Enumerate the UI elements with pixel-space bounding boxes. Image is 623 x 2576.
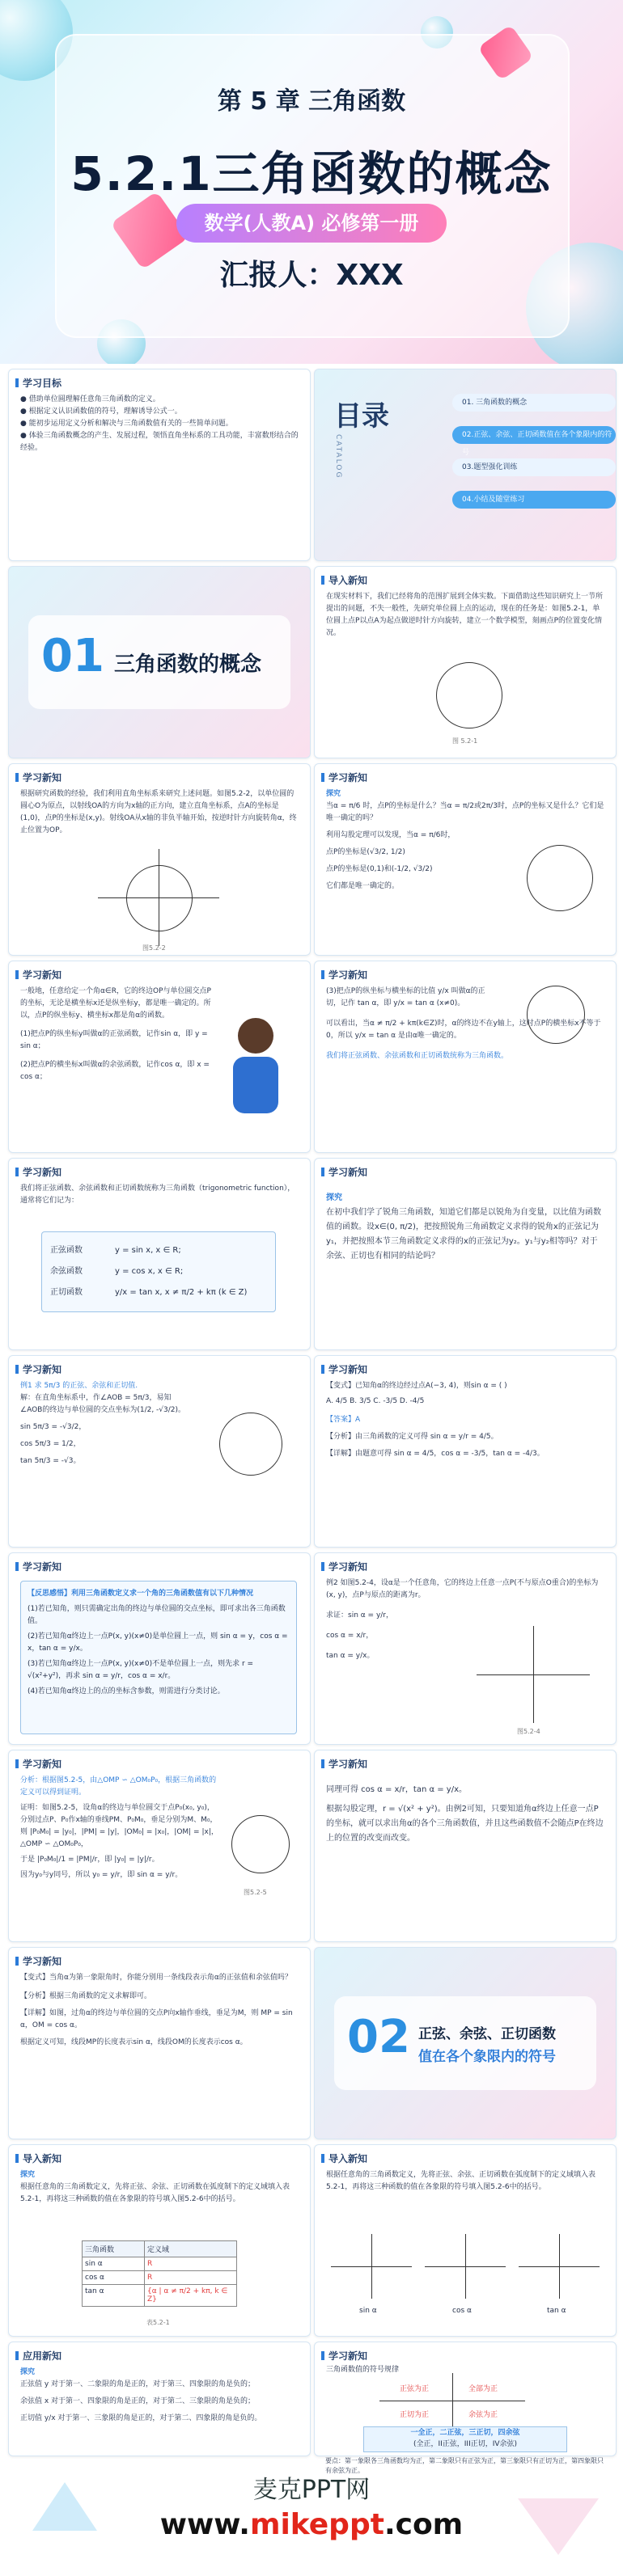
table-row [83, 2257, 236, 2271]
analysis-line: 【分析】由三角函数的定义可得 sin α = y/r = 4/5。 [326, 1433, 498, 1441]
body-line: 根据勾股定理，r = √(x² + y²)。由例2可知，只要知道角α终边上任意一点P的坐标，就可以求出角α的各个三角函数值，并且这些函数值不会随点P在终边上的位置的改变而改变。 [326, 1805, 604, 1843]
slide-function-summary [8, 1158, 311, 1350]
section-number: 01 [41, 630, 104, 682]
formula-row [50, 1282, 267, 1303]
definition-item: 可以看出，当α ≠ π/2 + kπ(k∈Z)时，α的终边不在y轴上，这时点P的横坐标x不等于0，所以 y/x = tan α 是由α唯一确定的。 [326, 1020, 601, 1040]
slide-header: 学习新知 [15, 968, 61, 982]
body-text: 根据任意角的三角函数定义，先将正弦、余弦、正切函数在弧度制下的定义域填入表5.2-1，再将这三种函数的值在各象限的符号填入图5.2-6中的括号。 [20, 2183, 290, 2203]
explore-label: 探究 [20, 2368, 36, 2376]
section-title: 三角函数的概念 [114, 652, 262, 677]
page-title: 5.2.1三角函数的概念 [70, 146, 553, 201]
slide-reflection [8, 1552, 311, 1745]
section-title: 正弦、余弦、正切函数 [418, 2026, 556, 2042]
list-item: ● 借助单位圆理解任意角三角函数的定义。 [20, 395, 160, 403]
slide-learning-goals [8, 369, 311, 561]
figure-caption: 图 5.2-1 [452, 737, 478, 745]
reflection-title: 【反思感悟】利用三角函数定义求一个角的三角函数值有以下几种情况 [28, 1590, 254, 1598]
subtitle-badge: 数学(人教A) 必修第一册 [176, 204, 447, 243]
example-title: 例1 求 5π/3 的正弦、余弦和正切值. [20, 1382, 138, 1390]
slide-definition-2 [314, 961, 617, 1153]
unit-circle-diagram [231, 1815, 290, 1873]
slide-variant-2 [8, 1947, 311, 2139]
slide-header: 学习新知 [15, 1560, 61, 1573]
variant-content [20, 1972, 299, 2049]
footer-url [0, 2508, 623, 2541]
body-text: 在初中我们学了锐角三角函数，知道它们都是以锐角为自变量，以比值为函数值的函数。设x∈(0, π/2)，把按照锐角三角函数定义求得的锐角x的正弦记为y₁，并把按照本节三角函数定义求得的x的正弦记为y₂。y₁与y₂相等吗？对于余弦、正切也有相同的结论吗？ [326, 1208, 601, 1261]
quadrant-label: 正弦为正 [400, 2385, 430, 2393]
diagram-label: cos α [452, 2307, 472, 2315]
y-axis [452, 2373, 453, 2426]
slide-table-of-contents [314, 369, 617, 561]
intro-content [20, 2169, 299, 2206]
footer-url-suffix: .com [384, 2508, 464, 2541]
table-cell: cos α [83, 2271, 145, 2284]
list-item: (2)若已知角α终边上一点P(x, y)(x≠0)是单位圆上一点，则 sin α = y，cos α = x，tan α = y/x。 [28, 1632, 288, 1653]
function-formula: y/x = tan x, x ≠ π/2 + kπ (k ∈ Z) [115, 1288, 248, 1297]
slide-apply [8, 2342, 311, 2456]
figure-caption: 图5.2-4 [517, 1728, 540, 1735]
slide-header: 导入新知 [321, 2152, 367, 2165]
unit-circle-diagram [219, 1413, 282, 1476]
solution-line: 根据定义可知，线段MP的长度表示sin α，线段OM的长度表示cos α。 [20, 2038, 248, 2046]
body-line: 点P的坐标是(0,1)和(-1/2, √3/2) [326, 865, 433, 873]
section-title: 值在各个象限内的符号 [418, 2049, 556, 2065]
student-illustration [227, 1018, 284, 1123]
example-content [326, 1577, 604, 1662]
y-axis [465, 2234, 466, 2299]
list-item: ● 根据定义认识函数值的符号，理解诱导公式一。 [20, 408, 182, 416]
slide-header: 学习新知 [15, 1954, 61, 1968]
table-cell: R [147, 2260, 153, 2268]
body-line: 【变式】已知角α的终边经过点A(−3, 4)，则sin α = ( ) [326, 1382, 507, 1390]
slide-header: 学习新知 [15, 1165, 61, 1179]
slide-section-01 [8, 566, 311, 758]
explore-label: 探究 [326, 1193, 342, 1202]
body-line: cos α = x/r， [326, 1632, 374, 1640]
toc-item[interactable]: 03.题型强化训练 [452, 458, 616, 476]
rule-title: 三角函数值的符号规律 [326, 2366, 400, 2374]
slide-intro [314, 566, 617, 758]
variant-content [326, 1380, 604, 1460]
table-cell: tan α [83, 2285, 145, 2306]
analysis-line: 分析：根据图5.2-5，由△OMP ∽ △OM₀P₀，根据三角函数的定义可以得到证明。 [20, 1776, 217, 1797]
slide-intro-2 [8, 2144, 311, 2337]
body-content [326, 1783, 604, 1846]
body-line: 同理可得 cos α = x/r，tan α = y/x。 [326, 1785, 468, 1794]
body-text: 根据研究函数的经验，我们利用直角坐标系来研究上述问题。如图5.2-2，以单位圆的圆心O为原点，以射线OA的方向为x轴的正方向，建立直角坐标系，点A的坐标是(1,0)，点P的坐标是(x,y)。射线OA从x轴的非负半轴开始，按逆时针方向旋转角α，终止位置为OP。 [20, 790, 297, 834]
slide-explore-1 [314, 763, 617, 956]
body-line: 解：在直角坐标系中，作∠AOB = 5π/3，易知∠AOB的终边与单位圆的交点坐标为(1/2, -√3/2)。 [20, 1394, 186, 1414]
slide-header: 学习新知 [15, 1362, 61, 1376]
explore-label: 探究 [20, 2171, 36, 2179]
formula-row [50, 1240, 267, 1261]
body-text: 在现实材料下，我们已经将角的范围扩展到全体实数。下面借助这些知识研究上一节所提出的问题，不失一般性，先研究单位圆上点的运动，现在的任务是：如图5.2-1，单位圆上点P以点A为起点做逆时针方向旋转，建立一个数学模型，刻画点P的位置变化情况。 [326, 593, 604, 637]
answer-line: 【答案】A [326, 1416, 361, 1424]
slide-header: 学习新知 [15, 1757, 61, 1771]
unit-circle-diagram [436, 662, 502, 728]
slide-header: 学习新知 [321, 771, 367, 784]
body-line: 正切值 y/x 对于第一、三象限的角是正的，对于第二、四象限的角是负的。 [20, 2414, 262, 2422]
toc-subtitle: CATALOG [334, 434, 342, 479]
body-line: 正弦值 y 对于第一、二象限的角是正的，对于第三、四象限的角是负的； [20, 2380, 256, 2388]
definition-item: 我们将正弦函数、余弦函数和正切函数统称为三角函数。 [326, 1052, 509, 1060]
slide-header: 导入新知 [321, 573, 367, 587]
reflection-box [20, 1581, 297, 1734]
body-line: tan α = y/x。 [326, 1652, 375, 1660]
toc-title: 目录 [334, 400, 389, 433]
analysis-line: 【分析】根据三角函数的定义求解即可。 [20, 1992, 152, 2000]
slide-section-02 [314, 1947, 617, 2139]
figure-caption: 图5.2-5 [244, 1889, 267, 1896]
mnemonic-text: (全正，II正弦，III正切，IV余弦) [413, 2440, 518, 2448]
proof-content [20, 1775, 221, 1881]
slide-proof [8, 1750, 311, 1942]
unit-circle-diagram [527, 845, 593, 911]
toc-item[interactable]: 01. 三角函数的概念 [452, 394, 616, 412]
slide-explore-2 [314, 1158, 617, 1350]
slide-learn-2 [314, 1750, 617, 1942]
apply-content [20, 2367, 299, 2425]
chapter-title: 第 5 章 三角函数 [217, 87, 406, 116]
slide-example-1 [8, 1355, 311, 1548]
slide-header: 学习新知 [321, 1560, 367, 1573]
slide-header: 学习新知 [321, 968, 367, 982]
slide-header: 学习目标 [15, 376, 61, 390]
function-name: 余弦函数 [50, 1267, 83, 1276]
slide-learn-1 [8, 763, 311, 956]
body-line: 点P的坐标是(√3/2, 1/2) [326, 848, 405, 856]
quadrant-label: 全部为正 [468, 2385, 498, 2393]
answer-options: A. 4/5 B. 3/5 C. -3/5 D. -4/5 [326, 1397, 425, 1405]
function-formula: y = cos x, x ∈ R; [115, 1267, 184, 1276]
body-line: 例2 如图5.2-4，设α是一个任意角，它的终边上任意一点P(不与原点O重合)的坐标为(x, y)，点P与原点的距离为r。 [326, 1579, 599, 1599]
sign-rule-note: 要点：第一象限各三角函数均为正，第二象限只有正弦为正，第三象限只有正切为正，第四象限只有余弦为正。 [325, 2457, 604, 2474]
slide-header: 学习新知 [321, 1362, 367, 1376]
slide-example-2 [314, 1552, 617, 1745]
table-header: 三角函数 [83, 2241, 145, 2257]
domain-table [82, 2240, 237, 2307]
solution-line: 【详解】由题意可得 sin α = 4/5，cos α = -3/5，tan α = -4/3。 [326, 1450, 545, 1458]
y-axis [371, 2234, 372, 2299]
function-name: 正切函数 [50, 1288, 83, 1297]
figure-caption: 图5.2-2 [142, 944, 166, 952]
slide-header: 应用新知 [15, 2349, 61, 2363]
table-row [83, 2271, 236, 2285]
y-axis [533, 1626, 534, 1723]
definition-item: (2)把点P的横坐标x叫做α的余弦函数，记作cos α，即 x = cos α； [20, 1061, 210, 1081]
solution-line: 【详解】如图，过角α的终边与单位圆的交点P向x轴作垂线，垂足为M，则 MP = sin α，OM = cos α。 [20, 2009, 293, 2029]
body-line: 它们都是唯一确定的。 [326, 882, 400, 890]
explore-content [326, 1191, 604, 1264]
section-number: 02 [347, 2011, 410, 2063]
explore-label: 探究 [326, 790, 341, 798]
body-line: 当α = π/6 时，点P的坐标是什么？当α = π/2或2π/3时，点P的坐标又是什么？它们是唯一确定的吗？ [326, 802, 604, 822]
definition-item: (3)把点P的纵坐标与横坐标的比值 y/x 叫做α的正切，记作 tan α，即 y/x = tan α (x≠0)。 [326, 987, 485, 1007]
slide-definition-1 [8, 961, 311, 1153]
table-cell: sin α [83, 2257, 145, 2270]
definition-item: (1)把点P的纵坐标y叫做α的正弦函数，记作sin α，即 y = sin α； [20, 1030, 208, 1050]
footer-brand: 麦克PPT网 [252, 2476, 371, 2504]
definition-content [20, 986, 213, 1083]
diagram-label: sin α [359, 2307, 377, 2315]
quadrant-label: 正切为正 [400, 2411, 430, 2419]
slide-header: 学习新知 [321, 1165, 367, 1179]
body-text: 一般地，任意给定一个角α∈R，它的终边OP与单位圆交点P的坐标，无论是横坐标x还是纵坐标y，都是唯一确定的。所以，点P的纵坐标y、横坐标x都是角α的函数。 [20, 987, 211, 1020]
body-text: 根据任意角的三角函数定义，先将正弦、余弦、正切函数在弧度制下的定义域填入表5.2-1，再将这三种函数的值在各象限的符号填入图5.2-6中的括号。 [326, 2171, 596, 2191]
table-cell: {α | α ≠ π/2 + kπ, k ∈ Z} [147, 2287, 228, 2304]
slide-header: 学习新知 [15, 771, 61, 784]
table-cell: R [147, 2274, 153, 2282]
list-item: (1)若已知角，则只需确定出角的终边与单位圆的交点坐标，即可求出各三角函数值。 [28, 1605, 286, 1625]
formula-row [50, 1261, 267, 1282]
footer-url-prefix: www. [159, 2508, 250, 2541]
slide-header: 导入新知 [15, 2152, 61, 2165]
list-item: (4)若已知角α终边上的点的坐标含参数，则需进行分类讨论。 [28, 1687, 225, 1696]
quadrant-label: 余弦为正 [468, 2411, 498, 2419]
body-line: 利用勾股定理可以发现，当α = π/6时， [326, 831, 456, 839]
list-item: (3)若已知角α终边上一点P(x, y)(x≠0)不是单位圆上一点，则先求 r = √(x²+y²)，再求 sin α = y/r，cos α = x/r。 [28, 1660, 254, 1680]
formula-box [41, 1231, 276, 1312]
cover-slide [0, 0, 623, 364]
body-line: tan 5π/3 = -√3。 [20, 1457, 81, 1465]
slide-header: 学习新知 [321, 1757, 367, 1771]
unit-circle-diagram [527, 986, 585, 1044]
body-line: 【变式】当角α为第一象限角时，你能分别用一条线段表示角α的正弦值和余弦值吗？ [20, 1974, 292, 1982]
table-row [83, 2241, 236, 2257]
body-line: 求证：sin α = y/r， [326, 1611, 394, 1620]
table-row [83, 2285, 236, 2306]
table-caption: 表5.2-1 [146, 2319, 170, 2326]
footer-url-name: mikeppt [249, 2508, 384, 2541]
function-formula: y = sin x, x ∈ R; [115, 1246, 181, 1255]
toc-item[interactable]: 04.小结及随堂练习 [452, 491, 616, 509]
body-text: 我们将正弦函数、余弦函数和正切函数统称为三角函数（trigonometric function），通常将它们记为： [20, 1185, 295, 1205]
function-name: 正弦函数 [50, 1246, 83, 1255]
proof-line: 证明：如图5.2-5，设角α的终边与单位圆交于点P₀(x₀, y₀)，分别过点P、P₀作x轴的垂线PM、P₀M₀，垂足分别为M、M₀，则 |P₀M₀| = |y₀|，|PM| = |y|，|OM₀| = |x₀|，|OM| = |x|，△OMP ∽ △OM₀P₀， [20, 1804, 218, 1848]
reporter-label: 汇报人：XXX [219, 259, 404, 292]
body-line: 余弦值 x 对于第一、四象限的角是正的，对于第二、三象限的角是负的； [20, 2397, 256, 2405]
slide-sign-rule [314, 2342, 617, 2456]
diagram-label: tan α [547, 2307, 566, 2315]
toc-item[interactable]: 02.正弦、余弦、正切函数值在各个象限内的符号 [452, 426, 616, 444]
y-axis [559, 2234, 560, 2299]
list-item: ● 体验三角函数概念的产生、发展过程，领悟直角坐标系的工具功能，丰富数形结合的经验。 [20, 432, 299, 452]
mnemonic-box [363, 2426, 567, 2452]
body-line: sin 5π/3 = -√3/2， [20, 1423, 87, 1431]
slide-header: 学习新知 [321, 2349, 367, 2363]
unit-circle-diagram [126, 865, 193, 931]
table-header: 定义域 [147, 2246, 170, 2254]
slide-variant-1 [314, 1355, 617, 1548]
mnemonic-text: 一全正，二正弦，三正切，四余弦 [410, 2429, 520, 2437]
list-item: ● 能初步运用定义分析和解决与三角函数值有关的一些简单问题。 [20, 420, 233, 428]
goal-list [20, 394, 299, 454]
body-line: cos 5π/3 = 1/2， [20, 1440, 81, 1448]
slide-intro-3 [314, 2144, 617, 2337]
proof-line: 于是 |P₀M₀|/1 = |PM|/r，即 |y₀| = |y|/r。 [20, 1856, 159, 1864]
proof-line: 因为y₀与y同号，所以 y₀ = y/r，即 sin α = y/r。 [20, 1871, 183, 1879]
